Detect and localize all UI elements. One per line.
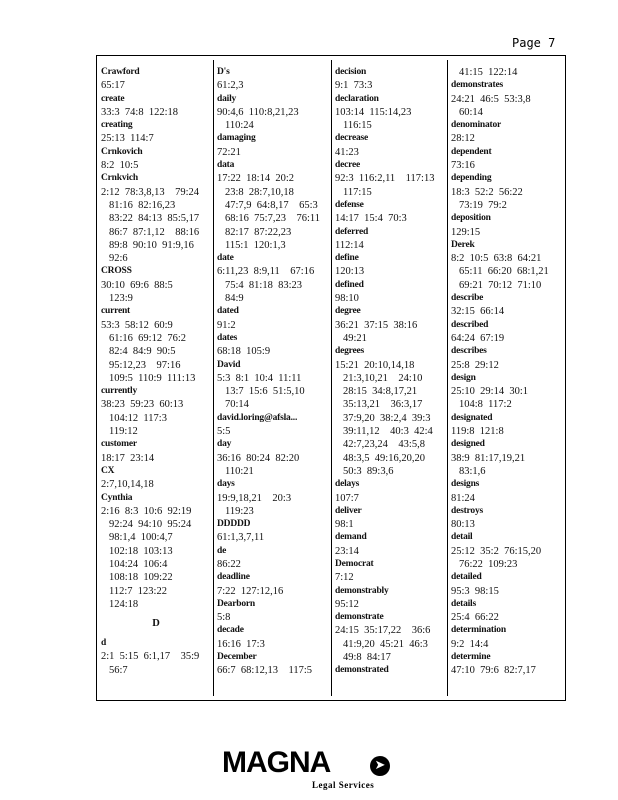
page-line-references: 109:5 110:9 111:13 bbox=[109, 372, 196, 384]
index-term: current bbox=[101, 306, 131, 317]
page-line-references: 38:9 81:17,19,21 bbox=[451, 452, 526, 464]
index-column-1 bbox=[101, 66, 211, 677]
page-line-references: 66:7 68:12,13 117:5 bbox=[217, 665, 312, 677]
page-line-references: 28:12 bbox=[451, 133, 475, 145]
page-line-references: 14:17 15:4 70:3 bbox=[335, 213, 407, 225]
page-line-references: 17:22 18:14 20:2 bbox=[217, 173, 295, 185]
page-line-references: 7:12 bbox=[335, 572, 354, 584]
index-term: declaration bbox=[335, 93, 379, 104]
index-term: decree bbox=[335, 160, 360, 171]
page-line-references: 32:15 66:14 bbox=[451, 306, 505, 318]
page-line-references: 119:8 121:8 bbox=[451, 426, 504, 438]
page-line-references: 119:12 bbox=[109, 426, 138, 438]
page-line-references: 112:7 123:22 bbox=[109, 585, 167, 597]
index-term: date bbox=[217, 253, 234, 264]
page-line-references: 83:22 84:13 85:5,17 bbox=[109, 213, 200, 225]
index-term: decade bbox=[217, 625, 244, 636]
page-line-references: 28:15 34:8,17,21 bbox=[343, 386, 418, 398]
index-term: December bbox=[217, 652, 257, 663]
index-term: deposition bbox=[451, 213, 491, 224]
page-line-references: 25:10 29:14 30:1 bbox=[451, 386, 529, 398]
page-line-references: 110:24 bbox=[225, 120, 254, 132]
index-term: create bbox=[101, 93, 125, 104]
index-term: designed bbox=[451, 439, 485, 450]
index-term: describes bbox=[451, 346, 487, 357]
page-line-references: 16:16 17:3 bbox=[217, 638, 265, 650]
index-term: decision bbox=[335, 67, 367, 77]
index-term: demonstrate bbox=[335, 612, 384, 623]
magna-logo bbox=[222, 746, 402, 794]
index-term: Crawford bbox=[101, 67, 140, 77]
index-term: demonstrated bbox=[335, 665, 389, 676]
page-line-references: 5:8 bbox=[217, 612, 231, 624]
page-line-references: 68:18 105:9 bbox=[217, 346, 271, 358]
page-line-references: 21:3,10,21 24:10 bbox=[343, 372, 423, 384]
page-line-references: 107:7 bbox=[335, 492, 359, 504]
page-line-references: 98:10 bbox=[335, 293, 359, 305]
index-term: deadline bbox=[217, 572, 250, 583]
index-term: David bbox=[217, 359, 241, 370]
index-term: detail bbox=[451, 532, 473, 543]
page-line-references: 42:7,23,24 43:5,8 bbox=[343, 439, 425, 451]
page-line-references: 7:22 127:12,16 bbox=[217, 585, 284, 597]
page-line-references: 41:15 122:14 bbox=[459, 67, 518, 78]
index-term: design bbox=[451, 372, 476, 383]
index-term: currently bbox=[101, 386, 138, 397]
index-term: demand bbox=[335, 532, 367, 543]
index-term: defense bbox=[335, 199, 364, 210]
page-line-references: 69:21 70:12 71:10 bbox=[459, 279, 542, 291]
column-divider bbox=[331, 60, 332, 696]
page-line-references: 92:3 116:2,11 117:13 bbox=[335, 173, 435, 185]
page-line-references: 110:21 bbox=[225, 465, 254, 477]
arrow-icon: ➤ bbox=[370, 756, 390, 776]
page-line-references: 95:3 98:15 bbox=[451, 585, 499, 597]
page-line-references: 102:18 103:13 bbox=[109, 545, 173, 557]
index-term: designated bbox=[451, 412, 493, 423]
index-term: days bbox=[217, 479, 235, 490]
index-term: detailed bbox=[451, 572, 482, 583]
index-term: daily bbox=[217, 93, 237, 104]
page-line-references: 83:1,6 bbox=[459, 465, 486, 477]
page-line-references: 35:13,21 36:3,17 bbox=[343, 399, 423, 411]
index-term: dependent bbox=[451, 146, 492, 157]
page-line-references: 61:1,3,7,11 bbox=[217, 532, 265, 544]
page-line-references: 116:15 bbox=[343, 120, 372, 132]
index-term: Crnkvich bbox=[101, 173, 138, 184]
page-line-references: 64:24 67:19 bbox=[451, 332, 505, 344]
page-line-references: 61:16 69:12 76:2 bbox=[109, 332, 187, 344]
page-line-references: 30:10 69:6 88:5 bbox=[101, 279, 173, 291]
page-line-references: 2:7,10,14,18 bbox=[101, 479, 154, 491]
section-letter: D bbox=[152, 618, 160, 630]
page-line-references: 37:9,20 38:2,4 39:3 bbox=[343, 412, 431, 424]
page-line-references: 48:3,5 49:16,20,20 bbox=[343, 452, 425, 464]
index-term: DDDDD bbox=[217, 519, 251, 530]
index-column-3 bbox=[335, 66, 445, 678]
page-line-references: 25:13 114:7 bbox=[101, 133, 154, 145]
page-line-references: 50:3 89:3,6 bbox=[343, 465, 394, 477]
page-line-references: 117:15 bbox=[343, 186, 372, 198]
page-line-references: 73:19 79:2 bbox=[459, 199, 507, 211]
page-line-references: 86:22 bbox=[217, 558, 241, 570]
index-term: define bbox=[335, 253, 359, 264]
page-line-references: 92:24 94:10 95:24 bbox=[109, 519, 192, 531]
page-line-references: 82:4 84:9 90:5 bbox=[109, 346, 176, 358]
page-line-references: 18:3 52:2 56:22 bbox=[451, 186, 523, 198]
page-number: Page 7 bbox=[512, 36, 556, 50]
index-term: determine bbox=[451, 652, 491, 663]
page-line-references: 129:15 bbox=[451, 226, 481, 238]
index-term: depending bbox=[451, 173, 492, 184]
page-line-references: 108:18 109:22 bbox=[109, 572, 173, 584]
page-line-references: 65:17 bbox=[101, 80, 125, 92]
page-line-references: 91:2 bbox=[217, 319, 236, 331]
page-line-references: 47:10 79:6 82:7,17 bbox=[451, 665, 536, 677]
page-line-references: 60:14 bbox=[459, 106, 483, 118]
page-line-references: 36:16 80:24 82:20 bbox=[217, 452, 300, 464]
page-line-references: 2:1 5:15 6:1,17 35:9 bbox=[101, 651, 200, 663]
index-term: deliver bbox=[335, 505, 362, 516]
index-term: Cynthia bbox=[101, 492, 133, 503]
index-term: dates bbox=[217, 332, 238, 343]
page-line-references: 120:13 bbox=[335, 266, 365, 278]
page-line-references: 23:14 bbox=[335, 545, 359, 557]
index-term: data bbox=[217, 160, 235, 171]
page-line-references: 103:14 115:14,23 bbox=[335, 106, 412, 118]
page-line-references: 81:16 82:16,23 bbox=[109, 199, 176, 211]
page-line-references: 76:22 109:23 bbox=[459, 558, 518, 570]
page-line-references: 47:7,9 64:8,17 65:3 bbox=[225, 199, 318, 211]
page-line-references: 15:21 20:10,14,18 bbox=[335, 359, 415, 371]
page-line-references: 23:8 28:7,10,18 bbox=[225, 186, 294, 198]
index-column-4 bbox=[451, 66, 561, 678]
page-line-references: 73:16 bbox=[451, 160, 475, 172]
index-term: d bbox=[101, 638, 107, 649]
page-line-references: 80:13 bbox=[451, 519, 475, 531]
page-line-references: 90:4,6 110:8,21,23 bbox=[217, 106, 299, 118]
index-term: Dearborn bbox=[217, 598, 255, 609]
page-line-references: 56:7 bbox=[109, 664, 128, 676]
page-line-references: 95:12,23 97:16 bbox=[109, 359, 181, 371]
index-term: D's bbox=[217, 67, 230, 77]
index-term: de bbox=[217, 545, 227, 556]
page-line-references: 9:1 73:3 bbox=[335, 80, 373, 92]
page-line-references: 104:8 117:2 bbox=[459, 399, 512, 411]
index-term: degrees bbox=[335, 346, 365, 357]
index-term: details bbox=[451, 598, 476, 609]
page-line-references: 112:14 bbox=[335, 239, 364, 251]
index-term: david.loring@afsla... bbox=[217, 412, 298, 423]
page-line-references: 119:23 bbox=[225, 505, 254, 517]
index-term: Democrat bbox=[335, 558, 374, 569]
page-line-references: 84:9 bbox=[225, 293, 244, 305]
page-line-references: 25:12 35:2 76:15,20 bbox=[451, 545, 542, 557]
page-line-references: 25:4 66:22 bbox=[451, 612, 499, 624]
index-term: designs bbox=[451, 479, 480, 490]
page-line-references: 2:16 8:3 10:6 92:19 bbox=[101, 505, 192, 517]
logo-subtitle: Legal Services bbox=[312, 780, 375, 790]
page-line-references: 70:14 bbox=[225, 399, 249, 411]
index-term: decrease bbox=[335, 133, 369, 144]
index-term: demonstrably bbox=[335, 585, 389, 596]
column-divider bbox=[213, 60, 214, 696]
page-line-references: 41:23 bbox=[335, 146, 359, 158]
page-line-references: 38:23 59:23 60:13 bbox=[101, 399, 184, 411]
page-line-references: 89:8 90:10 91:9,16 bbox=[109, 239, 194, 251]
page-line-references: 61:2,3 bbox=[217, 80, 244, 92]
page-line-references: 104:12 117:3 bbox=[109, 412, 167, 424]
page-line-references: 2:12 78:3,8,13 79:24 bbox=[101, 186, 200, 198]
index-term: customer bbox=[101, 439, 137, 450]
column-divider bbox=[447, 60, 448, 696]
page-line-references: 49:8 84:17 bbox=[343, 652, 391, 664]
page-line-references: 8:2 10:5 63:8 64:21 bbox=[451, 253, 542, 265]
logo-wordmark: MAGNA bbox=[222, 746, 331, 779]
index-term: Derek bbox=[451, 239, 475, 250]
index-term: damaging bbox=[217, 133, 256, 144]
page-line-references: 104:24 106:4 bbox=[109, 558, 168, 570]
index-term: defined bbox=[335, 279, 364, 290]
page-line-references: 98:1,4 100:4,7 bbox=[109, 532, 173, 544]
page-line-references: 25:8 29:12 bbox=[451, 359, 499, 371]
page-line-references: 92:6 bbox=[109, 253, 128, 265]
page-line-references: 98:1 bbox=[335, 519, 354, 531]
index-term: demonstrates bbox=[451, 80, 503, 91]
index-term: CX bbox=[101, 465, 115, 476]
page-line-references: 65:11 66:20 68:1,21 bbox=[459, 266, 549, 278]
page-line-references: 36:21 37:15 38:16 bbox=[335, 319, 418, 331]
page-line-references: 33:3 74:8 122:18 bbox=[101, 106, 179, 118]
page-line-references: 49:21 bbox=[343, 332, 367, 344]
page-line-references: 41:9,20 45:21 46:3 bbox=[343, 638, 428, 650]
index-term: delays bbox=[335, 479, 360, 490]
page-line-references: 95:12 bbox=[335, 598, 359, 610]
page-line-references: 68:16 75:7,23 76:11 bbox=[225, 213, 320, 225]
page-line-references: 18:17 23:14 bbox=[101, 452, 155, 464]
index-term: described bbox=[451, 319, 489, 330]
index-term: destroys bbox=[451, 505, 484, 516]
index-term: Crnkovich bbox=[101, 146, 143, 157]
page-line-references: 81:24 bbox=[451, 492, 475, 504]
page-line-references: 124:18 bbox=[109, 598, 139, 610]
index-term: CROSS bbox=[101, 266, 132, 277]
page-line-references: 9:2 14:4 bbox=[451, 638, 489, 650]
index-term: dated bbox=[217, 306, 239, 317]
index-term: day bbox=[217, 439, 232, 450]
page-line-references: 115:1 120:1,3 bbox=[225, 239, 286, 251]
page-line-references: 19:9,18,21 20:3 bbox=[217, 492, 292, 504]
page-line-references: 5:3 8:1 10:4 11:11 bbox=[217, 372, 302, 384]
page-line-references: 13:7 15:6 51:5,10 bbox=[225, 386, 305, 398]
index-term: creating bbox=[101, 120, 133, 131]
page-line-references: 8:2 10:5 bbox=[101, 160, 139, 172]
page-line-references: 123:9 bbox=[109, 293, 133, 305]
index-term: determination bbox=[451, 625, 506, 636]
index-term: degree bbox=[335, 306, 361, 317]
page-line-references: 72:21 bbox=[217, 146, 241, 158]
page-line-references: 82:17 87:22,23 bbox=[225, 226, 292, 238]
page-line-references: 53:3 58:12 60:9 bbox=[101, 319, 173, 331]
index-term: denominator bbox=[451, 120, 502, 131]
page-line-references: 5:5 bbox=[217, 426, 231, 438]
index-term: deferred bbox=[335, 226, 369, 237]
page-line-references: 24:15 35:17,22 36:6 bbox=[335, 625, 431, 637]
word-index-frame bbox=[96, 55, 566, 701]
page-line-references: 6:11,23 8:9,11 67:16 bbox=[217, 266, 315, 278]
page-line-references: 39:11,12 40:3 42:4 bbox=[343, 426, 433, 438]
index-column-2 bbox=[217, 66, 327, 678]
page-line-references: 75:4 81:18 83:23 bbox=[225, 279, 303, 291]
page-line-references: 24:21 46:5 53:3,8 bbox=[451, 93, 531, 105]
index-term: describe bbox=[451, 293, 484, 304]
page-line-references: 86:7 87:1,12 88:16 bbox=[109, 226, 200, 238]
